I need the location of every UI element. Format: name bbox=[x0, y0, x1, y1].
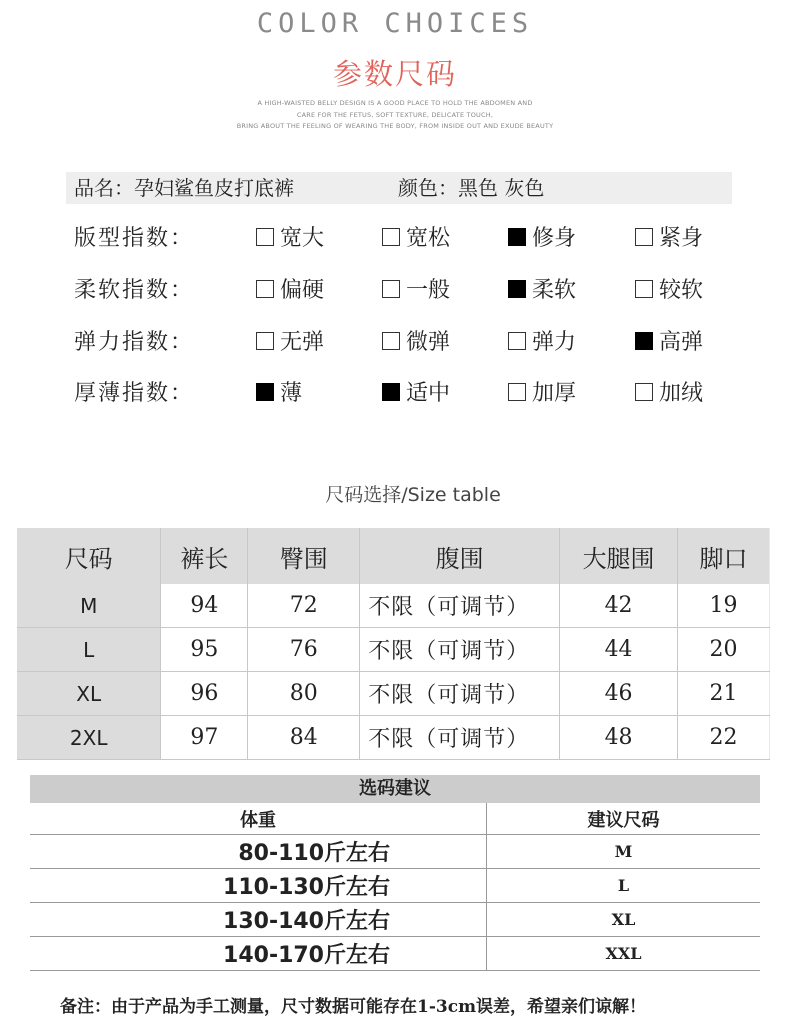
table-cell: 48 bbox=[560, 716, 678, 760]
product-name-value: 孕妇鲨鱼皮打底裤 bbox=[134, 176, 294, 200]
table-row bbox=[30, 835, 760, 869]
size-cell: L bbox=[487, 869, 761, 903]
header-length: 裤长 bbox=[161, 528, 248, 584]
table-cell: 22 bbox=[678, 716, 770, 760]
checkbox-checked[interactable] bbox=[256, 383, 274, 401]
table-cell: 97 bbox=[161, 716, 248, 760]
checkbox[interactable] bbox=[635, 383, 653, 401]
option-fleece[interactable] bbox=[635, 374, 703, 414]
option-label: 适中 bbox=[406, 381, 451, 406]
weight-cell: 130-140斤左右 bbox=[30, 903, 487, 937]
table-cell: 不限（可调节） bbox=[360, 628, 560, 672]
table-cell: 80 bbox=[248, 672, 360, 716]
option-thin[interactable] bbox=[256, 374, 302, 414]
option-no-stretch[interactable] bbox=[256, 323, 324, 363]
option-label: 弹力 bbox=[532, 330, 577, 355]
product-color-value: 黑色 灰色 bbox=[458, 176, 545, 200]
header-desc-line: CARE FOR THE FETUS, SOFT TEXTURE, DELICATE TOUCH, bbox=[296, 110, 494, 119]
index-row-fit bbox=[74, 219, 754, 259]
option-label: 修身 bbox=[532, 226, 577, 251]
option-slight-stretch[interactable] bbox=[382, 323, 450, 363]
checkbox[interactable] bbox=[382, 228, 400, 246]
size-cell: XL bbox=[487, 903, 761, 937]
table-cell: 76 bbox=[248, 628, 360, 672]
size-cell: M bbox=[487, 835, 761, 869]
table-cell: 不限（可调节） bbox=[360, 672, 560, 716]
weight-cell: 140-170斤左右 bbox=[30, 937, 487, 971]
product-name-label: 品名： bbox=[74, 176, 134, 200]
checkbox-checked[interactable] bbox=[635, 332, 653, 350]
index-row-elasticity bbox=[74, 323, 754, 363]
product-color-label: 颜色： bbox=[398, 176, 458, 200]
option-label: 无弹 bbox=[280, 330, 325, 355]
header-thigh: 大腿围 bbox=[560, 528, 678, 584]
size-table-title: 尺码选择/Size table bbox=[325, 484, 501, 506]
table-cell: 20 bbox=[678, 628, 770, 672]
option-label: 偏硬 bbox=[280, 278, 325, 303]
table-cell: 95 bbox=[161, 628, 248, 672]
table-cell: 96 bbox=[161, 672, 248, 716]
option-softer[interactable] bbox=[635, 271, 703, 311]
table-row bbox=[17, 716, 770, 760]
checkbox[interactable] bbox=[508, 332, 526, 350]
product-color bbox=[398, 172, 544, 204]
table-cell: 72 bbox=[248, 584, 360, 628]
product-name bbox=[74, 172, 294, 204]
header-desc-line: BRING ABOUT THE FEELING OF WEARING THE BODY, FROM INSIDE OUT AND EXUDE BEAUTY bbox=[236, 122, 554, 130]
recommend-table bbox=[30, 803, 760, 971]
table-cell: 94 bbox=[161, 584, 248, 628]
option-label: 高弹 bbox=[659, 330, 704, 355]
option-label: 较软 bbox=[659, 278, 704, 303]
checkbox[interactable] bbox=[635, 280, 653, 298]
table-row bbox=[17, 628, 770, 672]
option-hard[interactable] bbox=[256, 271, 324, 311]
option-label: 薄 bbox=[280, 381, 303, 406]
checkbox[interactable] bbox=[256, 228, 274, 246]
option-label: 微弹 bbox=[406, 330, 451, 355]
checkbox[interactable] bbox=[256, 332, 274, 350]
checkbox-checked[interactable] bbox=[508, 280, 526, 298]
table-row bbox=[17, 584, 770, 628]
size-cell: XXL bbox=[487, 937, 761, 971]
option-thick[interactable] bbox=[508, 374, 576, 414]
table-row bbox=[17, 672, 770, 716]
table-cell: 42 bbox=[560, 584, 678, 628]
header-suggested-size: 建议尺码 bbox=[487, 803, 761, 835]
checkbox[interactable] bbox=[382, 280, 400, 298]
header-description bbox=[0, 98, 790, 133]
header-size: 尺码 bbox=[17, 528, 161, 584]
checkbox-checked[interactable] bbox=[382, 383, 400, 401]
option-label: 柔软 bbox=[532, 278, 577, 303]
table-row bbox=[30, 937, 760, 971]
table-cell: XL bbox=[17, 672, 161, 716]
header-hem: 脚口 bbox=[678, 528, 770, 584]
option-high-stretch[interactable] bbox=[635, 323, 703, 363]
header-title-cn: 参数尺码 bbox=[332, 57, 457, 91]
weight-cell: 80-110斤左右 bbox=[30, 835, 487, 869]
option-wide[interactable] bbox=[256, 219, 324, 259]
weight-cell: 110-130斤左右 bbox=[30, 869, 487, 903]
table-cell: 46 bbox=[560, 672, 678, 716]
option-label: 宽松 bbox=[406, 226, 451, 251]
table-cell: 不限（可调节） bbox=[360, 584, 560, 628]
table-cell: 84 bbox=[248, 716, 360, 760]
option-soft[interactable] bbox=[508, 271, 576, 311]
table-cell: 2XL bbox=[17, 716, 161, 760]
option-label: 一般 bbox=[406, 278, 451, 303]
product-info-bar bbox=[66, 172, 732, 204]
recommend-header bbox=[30, 803, 760, 835]
option-label: 加绒 bbox=[659, 381, 704, 406]
option-label: 加厚 bbox=[532, 381, 577, 406]
checkbox[interactable] bbox=[256, 280, 274, 298]
option-label: 宽大 bbox=[280, 226, 325, 251]
table-cell: M bbox=[17, 584, 161, 628]
table-row bbox=[30, 869, 760, 903]
checkbox[interactable] bbox=[635, 228, 653, 246]
size-table bbox=[17, 528, 770, 760]
table-cell: L bbox=[17, 628, 161, 672]
index-label: 弹力指数： bbox=[74, 330, 195, 355]
table-cell: 19 bbox=[678, 584, 770, 628]
checkbox[interactable] bbox=[508, 383, 526, 401]
option-tight[interactable] bbox=[635, 219, 703, 259]
checkbox[interactable] bbox=[382, 332, 400, 350]
index-row-softness bbox=[74, 271, 754, 311]
table-cell: 21 bbox=[678, 672, 770, 716]
index-label: 厚薄指数： bbox=[74, 381, 195, 406]
checkbox-checked[interactable] bbox=[508, 228, 526, 246]
header-desc-line: A HIGH-WAISTED BELLY DESIGN IS A GOOD PLACE TO HOLD THE ABDOMEN AND bbox=[257, 99, 533, 107]
option-label: 紧身 bbox=[659, 226, 704, 251]
table-cell: 不限（可调节） bbox=[360, 716, 560, 760]
index-label: 版型指数： bbox=[74, 226, 195, 251]
index-label: 柔软指数： bbox=[74, 278, 195, 303]
header-hip: 臀围 bbox=[248, 528, 360, 584]
footnote: 备注：由于产品为手工测量，尺寸数据可能存在1-3cm误差，希望亲们谅解！ bbox=[60, 997, 647, 1017]
option-stretch[interactable] bbox=[508, 323, 576, 363]
header-waist: 腹围 bbox=[360, 528, 560, 584]
option-normal[interactable] bbox=[382, 271, 450, 311]
index-row-thickness bbox=[74, 374, 754, 414]
option-medium[interactable] bbox=[382, 374, 450, 414]
table-cell: 44 bbox=[560, 628, 678, 672]
table-row bbox=[30, 903, 760, 937]
recommend-title: 选码建议 bbox=[30, 775, 760, 803]
size-table-header bbox=[17, 528, 770, 584]
option-slim[interactable] bbox=[508, 219, 576, 259]
header-weight: 体重 bbox=[30, 803, 487, 835]
option-loose[interactable] bbox=[382, 219, 450, 259]
header-title-en: COLOR CHOICES bbox=[256, 8, 534, 39]
